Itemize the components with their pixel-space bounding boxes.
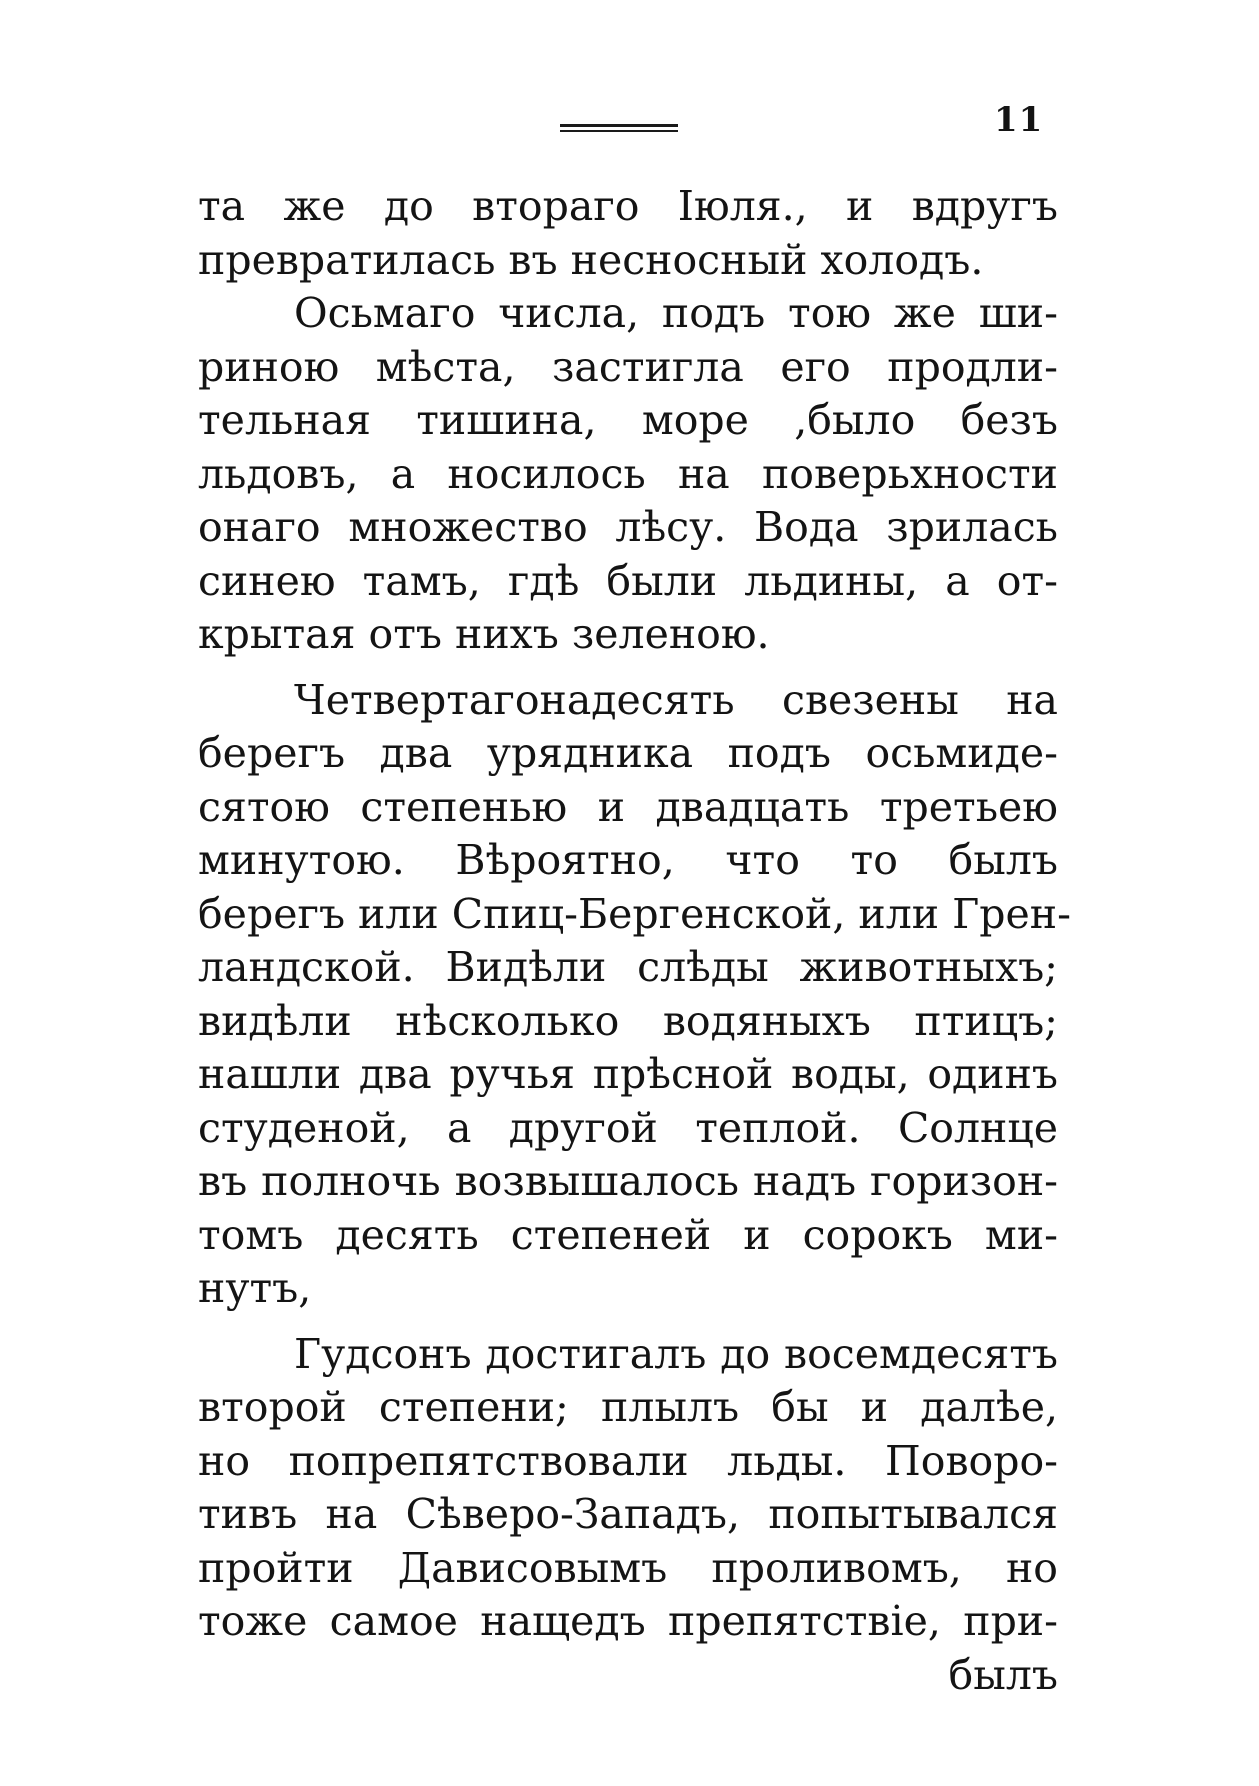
- text-line: томъ десять степеней и сорокъ ми-: [198, 1210, 1058, 1259]
- text-line: берегъ или Спиц-Бергенской, или Грен-: [198, 889, 1071, 938]
- page-number: 11: [994, 100, 1044, 140]
- text-line: тельная тишина, море ,было безъ: [198, 396, 1058, 444]
- text-line: та же до втораго Іюля., и вдругъ: [198, 182, 1058, 230]
- paragraph: [198, 180, 1058, 287]
- text-line: видѣли нѣсколько водяныхъ птицъ;: [198, 996, 1058, 1045]
- catchword-block: [198, 1649, 1058, 1703]
- header-rule-line: [560, 124, 678, 127]
- paragraph: [198, 287, 1058, 662]
- text-line: минутою. Вѣроятно, что то былъ: [198, 836, 1058, 884]
- text-line: въ полночь возвышалось надъ горизон-: [198, 1157, 1058, 1205]
- text-line: превратилась въ несносный холодъ.: [198, 235, 984, 284]
- text-line: синею тамъ, гдѣ были льдины, а от-: [198, 556, 1058, 605]
- text-line: сятою степенью и двадцать третьею: [198, 782, 1058, 831]
- text-line: студеной, а другой теплой. Солнце: [198, 1103, 1058, 1152]
- text-line: льдовъ, а носилось на поверьхности: [198, 449, 1058, 498]
- text-line: тивъ на Сѣверо-Западъ, попытывался: [198, 1490, 1058, 1538]
- paragraph: [198, 1328, 1058, 1649]
- header-rule-line: [560, 130, 678, 132]
- paragraph: [198, 674, 1071, 1316]
- text-line: но попрепятствовали льды. Поворо-: [198, 1436, 1058, 1485]
- header-rule: [560, 124, 678, 134]
- text-line: риною мѣста, застигла его продли-: [198, 342, 1058, 391]
- text-line: тоже самое нащедъ препятствіе, при-: [198, 1597, 1058, 1645]
- text-line: Гудсонъ достигалъ до восемдесятъ: [294, 1329, 1058, 1378]
- text-line: Четвертагонадесять свезены на: [294, 675, 1058, 724]
- body-text: [198, 180, 1071, 1702]
- text-line: берегъ два урядника подъ осьмиде-: [198, 729, 1058, 777]
- text-line: пройти Дависовымъ проливомъ, но: [198, 1543, 1058, 1592]
- text-line: нашли два ручья прѣсной воды, одинъ: [198, 1050, 1058, 1098]
- text-line: крытая отъ нихъ зеленою.: [198, 610, 770, 658]
- text-line: Осьмаго числа, подъ тою же ши-: [294, 289, 1058, 337]
- text-line: ландской. Видѣли слѣды животныхъ;: [198, 943, 1058, 991]
- text-line: второй степени; плылъ бы и далѣе,: [198, 1383, 1058, 1431]
- catchword: былъ: [948, 1650, 1058, 1699]
- text-line: онаго множество лѣсу. Вода зрилась: [198, 503, 1058, 551]
- text-line: нутъ,: [198, 1264, 312, 1312]
